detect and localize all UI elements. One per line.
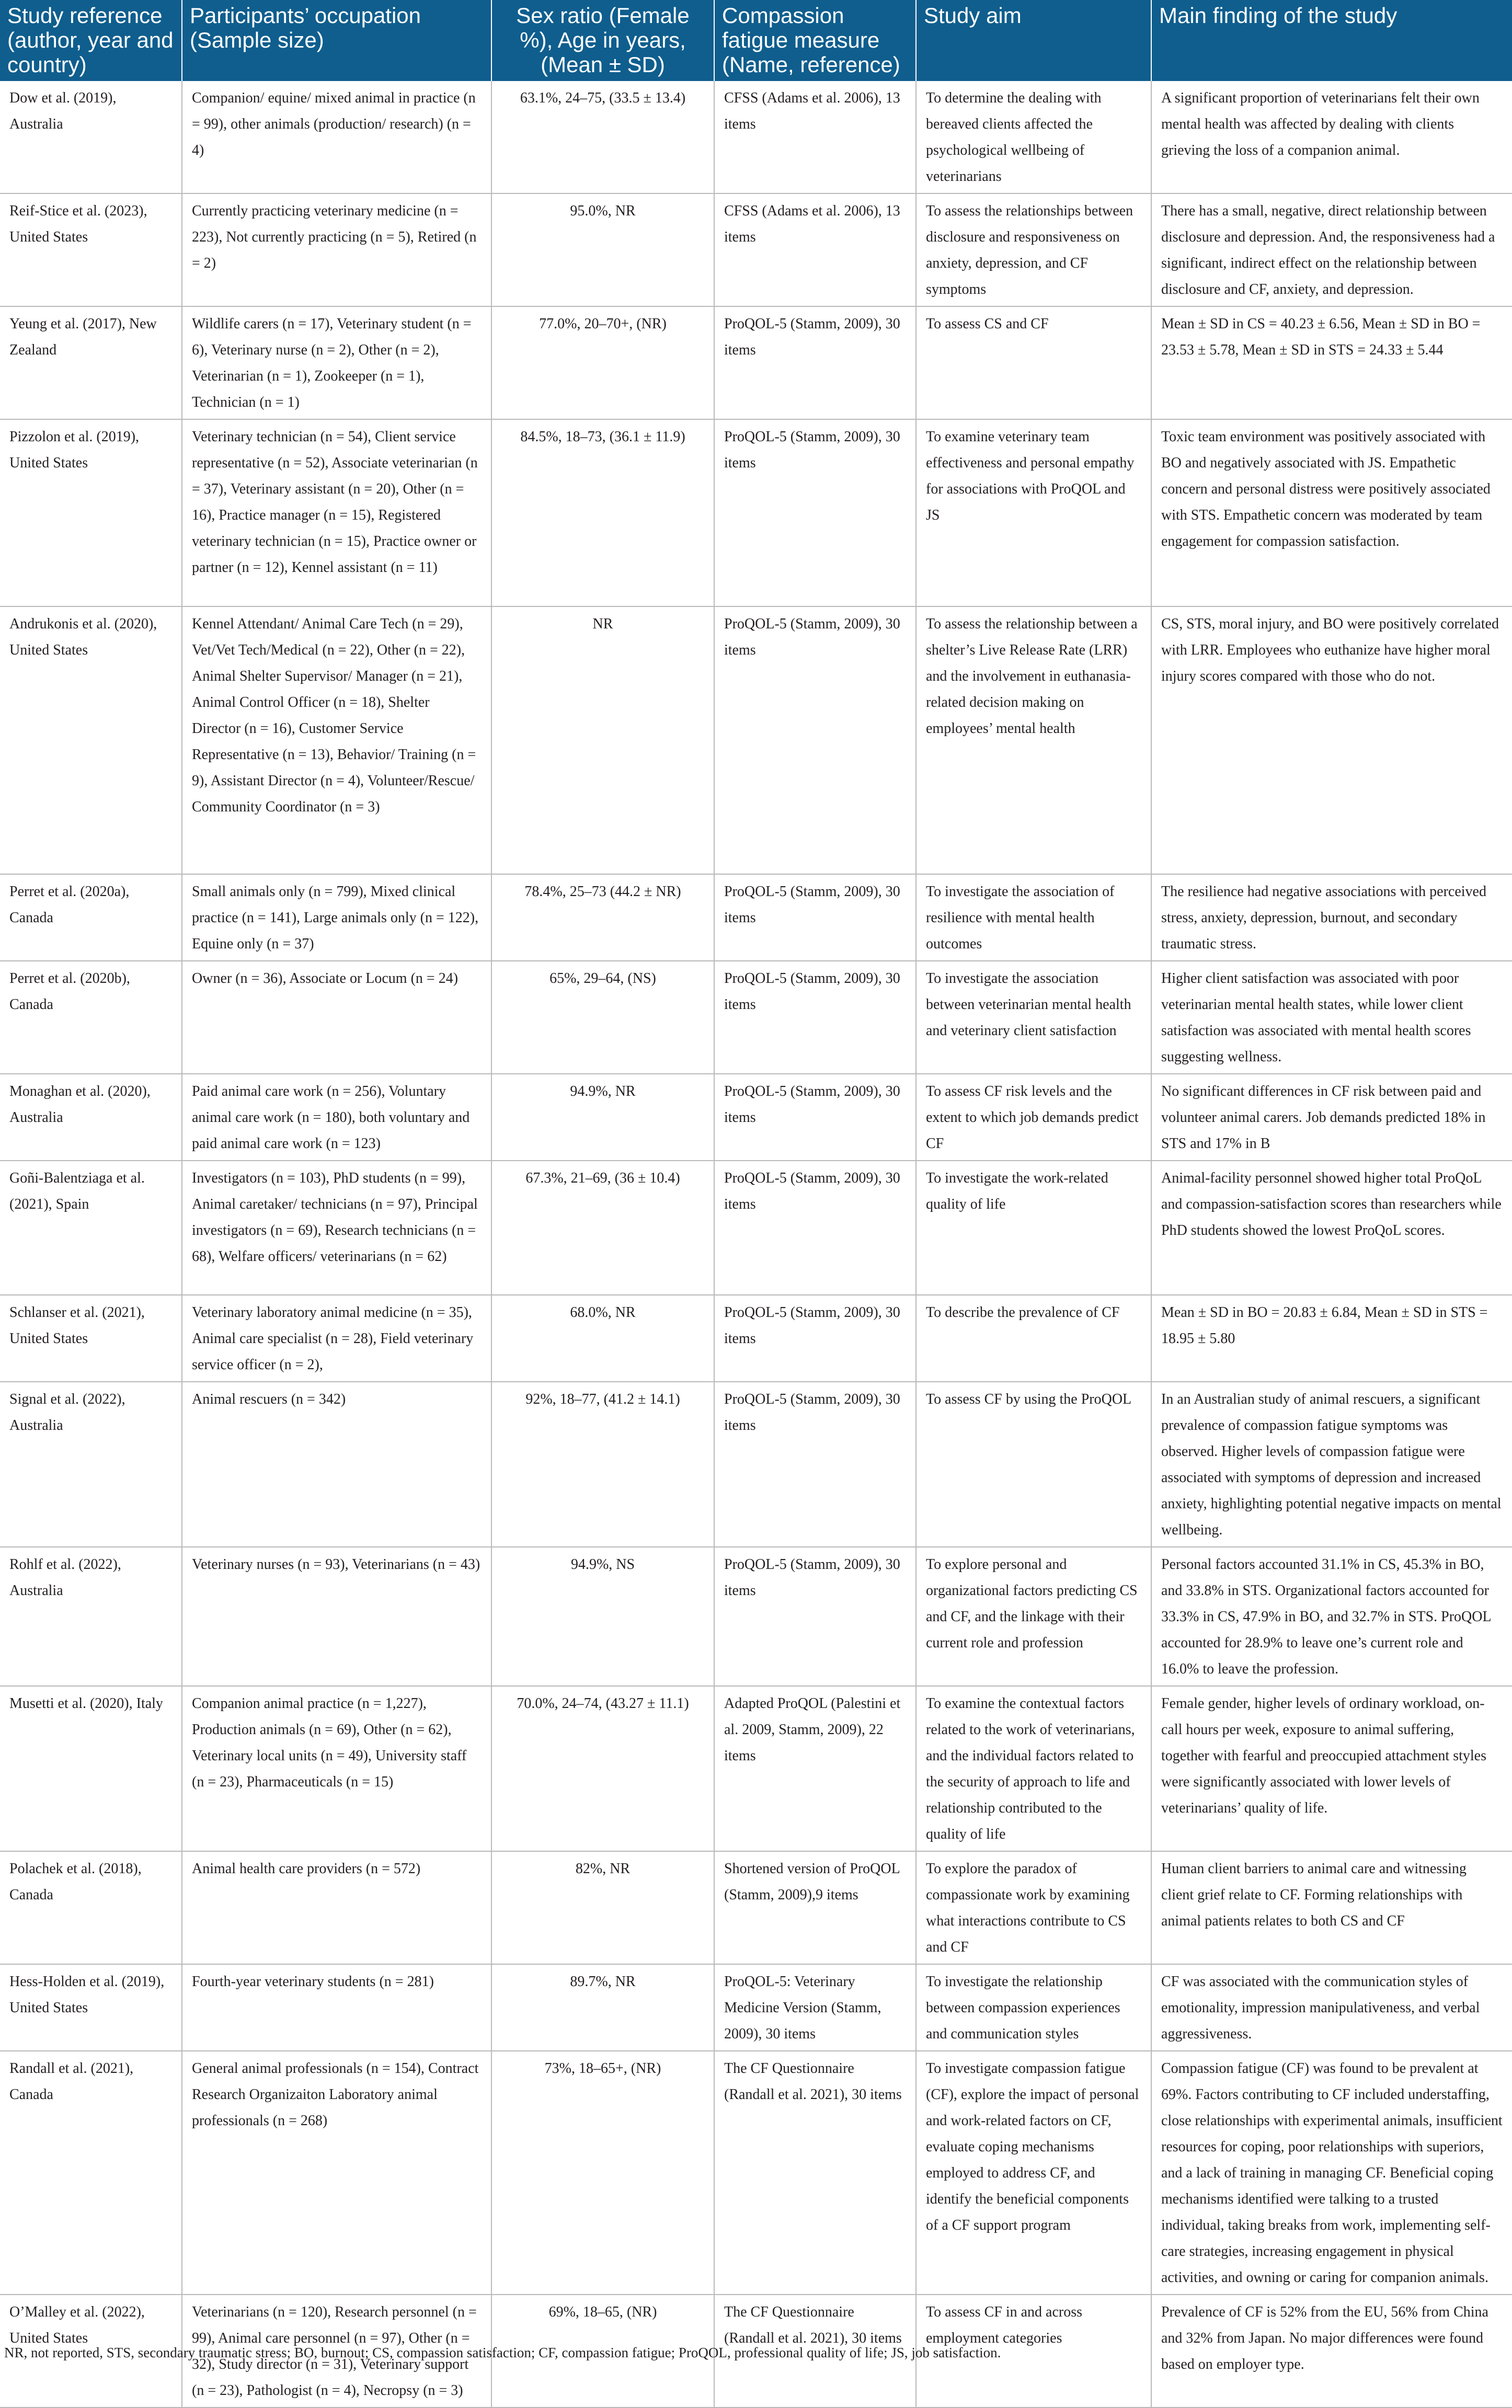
cell-participants: Fourth-year veterinary students (n = 281) xyxy=(182,1964,491,2051)
table-row xyxy=(0,1074,1512,1161)
cell-participants: General animal professionals (n = 154), Contract Research Organizaiton Laboratory animal professionals (n = 268) xyxy=(182,2051,491,2295)
cell-sex-age: 69%, 18–65, (NR) xyxy=(491,2295,714,2407)
cell-aim: To assess the relationship between a shelter’s Live Release Rate (LRR) and the involvement in euthanasia-related decision making on employees’ mental health xyxy=(916,606,1151,874)
cell-measure: ProQOL-5 (Stamm, 2009), 30 items xyxy=(714,1161,916,1295)
cell-finding: The resilience had negative associations with perceived stress, anxiety, depression, burnout, and secondary traumatic stress. xyxy=(1151,874,1512,961)
cell-aim: To examine the contextual factors related to the work of veterinarians, and the individual factors related to the security of approach to life and relationship contributed to the quality of life xyxy=(916,1686,1151,1851)
cell-finding: Compassion fatigue (CF) was found to be prevalent at 69%. Factors contributing to CF included understaffing, close relationships with experimental animals, insufficient resources for coping, poor relationships with superiors, and a lack of training in managing CF. Beneficial coping mechanisms identified were talking to a trusted individual, taking breaks from work, implementing self-care strategies, increasing engagement in physical activities, and owning or caring for companion animals. xyxy=(1151,2051,1512,2295)
cell-sex-age: 84.5%, 18–73, (36.1 ± 11.9) xyxy=(491,419,714,606)
cell-aim: To investigate the relationship between compassion experiences and communication styles xyxy=(916,1964,1151,2051)
cell-finding: Mean ± SD in BO = 20.83 ± 6.84, Mean ± SD in STS = 18.95 ± 5.80 xyxy=(1151,1295,1512,1382)
cell-sex-age: 92%, 18–77, (41.2 ± 14.1) xyxy=(491,1382,714,1547)
cell-participants: Veterinarians (n = 120), Research personnel (n = 99), Animal care personnel (n = 97), Other (n = 32), Study director (n = 31), Veterinary support (n = 23), Pathologist (n = 4), Necropsy (n = 3) xyxy=(182,2295,491,2407)
cell-reference: Musetti et al. (2020), Italy xyxy=(0,1686,182,1851)
cell-reference: Monaghan et al. (2020), Australia xyxy=(0,1074,182,1161)
cell-aim: To investigate the work-related quality of life xyxy=(916,1161,1151,1295)
cell-participants: Investigators (n = 103), PhD students (n = 99), Animal caretaker/ technicians (n = 97), Principal investigators (n = 69), Research technicians (n = 68), Welfare officers/ veterinarians (n = 62) xyxy=(182,1161,491,1295)
cell-aim: To investigate the association between veterinarian mental health and veterinary client satisfaction xyxy=(916,961,1151,1074)
cell-aim: To assess CS and CF xyxy=(916,306,1151,419)
cell-aim: To assess CF risk levels and the extent to which job demands predict CF xyxy=(916,1074,1151,1161)
cell-finding: In an Australian study of animal rescuers, a significant prevalence of compassion fatigue symptoms was observed. Higher levels of compassion fatigue were associated with symptoms of depression and increased anxiety, highlighting potential negative impacts on mental wellbeing. xyxy=(1151,1382,1512,1547)
cell-aim: To assess the relationships between disclosure and responsiveness on anxiety, depression, and CF symptoms xyxy=(916,193,1151,306)
cell-finding: CF was associated with the communication styles of emotionality, impression manipulativeness, and verbal aggressiveness. xyxy=(1151,1964,1512,2051)
cell-reference: Andrukonis et al. (2020), United States xyxy=(0,606,182,874)
header-measure: Compassion fatigue measure (Name, reference) xyxy=(714,0,916,81)
cell-reference: Goñi-Balentziaga et al. (2021), Spain xyxy=(0,1161,182,1295)
cell-measure: ProQOL-5 (Stamm, 2009), 30 items xyxy=(714,1382,916,1547)
cell-reference: Polachek et al. (2018), Canada xyxy=(0,1851,182,1964)
cell-aim: To assess CF by using the ProQOL xyxy=(916,1382,1151,1547)
cell-aim: To determine the dealing with bereaved clients affected the psychological wellbeing of veterinarians xyxy=(916,81,1151,193)
cell-finding: Animal-facility personnel showed higher total ProQoL and compassion-satisfaction scores than researchers while PhD students showed the lowest ProQoL scores. xyxy=(1151,1161,1512,1295)
cell-measure: Shortened version of ProQOL (Stamm, 2009),9 items xyxy=(714,1851,916,1964)
cell-participants: Currently practicing veterinary medicine (n = 223), Not currently practicing (n = 5), Retired (n = 2) xyxy=(182,193,491,306)
cell-participants: Veterinary laboratory animal medicine (n = 35), Animal care specialist (n = 28), Field veterinary service officer (n = 2), xyxy=(182,1295,491,1382)
cell-finding: Mean ± SD in CS = 40.23 ± 6.56, Mean ± SD in BO = 23.53 ± 5.78, Mean ± SD in STS = 24.33 ± 5.44 xyxy=(1151,306,1512,419)
header-row xyxy=(0,0,1512,81)
cell-participants: Kennel Attendant/ Animal Care Tech (n = 29), Vet/Vet Tech/Medical (n = 22), Other (n = 22), Animal Shelter Supervisor/ Manager (n = 21), Animal Control Officer (n = 18), Shelter Director (n = 16), Customer Service Representative (n = 13), Behavior/ Training (n = 9), Assistant Director (n = 4), Volunteer/Rescue/ Community Coordinator (n = 3) xyxy=(182,606,491,874)
cell-sex-age: 78.4%, 25–73 (44.2 ± NR) xyxy=(491,874,714,961)
table-row xyxy=(0,306,1512,419)
cell-measure: Adapted ProQOL (Palestini et al. 2009, Stamm, 2009), 22 items xyxy=(714,1686,916,1851)
cell-finding: Human client barriers to animal care and witnessing client grief relate to CF. Forming relationships with animal patients relates to both CS and CF xyxy=(1151,1851,1512,1964)
cell-reference: Schlanser et al. (2021), United States xyxy=(0,1295,182,1382)
cell-finding: No significant differences in CF risk between paid and volunteer animal carers. Job demands predicted 18% in STS and 17% in B xyxy=(1151,1074,1512,1161)
cell-measure: ProQOL-5 (Stamm, 2009), 30 items xyxy=(714,874,916,961)
cell-reference: Hess-Holden et al. (2019), United States xyxy=(0,1964,182,2051)
cell-measure: CFSS (Adams et al. 2006), 13 items xyxy=(714,193,916,306)
cell-measure: ProQOL-5 (Stamm, 2009), 30 items xyxy=(714,306,916,419)
cell-aim: To examine veterinary team effectiveness and personal empathy for associations with ProQOL and JS xyxy=(916,419,1151,606)
cell-reference: Signal et al. (2022), Australia xyxy=(0,1382,182,1547)
cell-measure: The CF Questionnaire (Randall et al. 2021), 30 items xyxy=(714,2295,916,2407)
cell-sex-age: 89.7%, NR xyxy=(491,1964,714,2051)
cell-measure: ProQOL-5 (Stamm, 2009), 30 items xyxy=(714,961,916,1074)
table-row xyxy=(0,1547,1512,1686)
cell-sex-age: 70.0%, 24–74, (43.27 ± 11.1) xyxy=(491,1686,714,1851)
cell-sex-age: 82%, NR xyxy=(491,1851,714,1964)
cell-aim: To investigate compassion fatigue (CF), explore the impact of personal and work-related factors on CF, evaluate coping mechanisms employed to address CF, and identify the beneficial components of a CF support program xyxy=(916,2051,1151,2295)
header-participants: Participants’ occupation (Sample size) xyxy=(182,0,491,81)
cell-reference: O’Malley et al. (2022), United States xyxy=(0,2295,182,2407)
cell-reference: Reif-Stice et al. (2023), United States xyxy=(0,193,182,306)
cell-participants: Companion/ equine/ mixed animal in practice (n = 99), other animals (production/ research) (n = 4) xyxy=(182,81,491,193)
table-row xyxy=(0,1295,1512,1382)
cell-participants: Owner (n = 36), Associate or Locum (n = 24) xyxy=(182,961,491,1074)
table-row xyxy=(0,874,1512,961)
cell-measure: ProQOL-5 (Stamm, 2009), 30 items xyxy=(714,606,916,874)
cell-participants: Animal health care providers (n = 572) xyxy=(182,1851,491,1964)
cell-sex-age: 95.0%, NR xyxy=(491,193,714,306)
cell-measure: ProQOL-5 (Stamm, 2009), 30 items xyxy=(714,419,916,606)
cell-reference: Yeung et al. (2017), New Zealand xyxy=(0,306,182,419)
cell-reference: Perret et al. (2020b), Canada xyxy=(0,961,182,1074)
cell-measure: ProQOL-5 (Stamm, 2009), 30 items xyxy=(714,1295,916,1382)
cell-aim: To explore personal and organizational factors predicting CS and CF, and the linkage with their current role and profession xyxy=(916,1547,1151,1686)
cell-reference: Rohlf et al. (2022), Australia xyxy=(0,1547,182,1686)
cell-sex-age: 65%, 29–64, (NS) xyxy=(491,961,714,1074)
cell-participants: Animal rescuers (n = 342) xyxy=(182,1382,491,1547)
cell-finding: Toxic team environment was positively associated with BO and negatively associated with JS. Empathetic concern and personal distress were positively associated with STS. Empathetic concern was moderated by team engagement for compassion satisfaction. xyxy=(1151,419,1512,606)
cell-measure: ProQOL-5 (Stamm, 2009), 30 items xyxy=(714,1547,916,1686)
cell-reference: Perret et al. (2020a), Canada xyxy=(0,874,182,961)
cell-sex-age: 63.1%, 24–75, (33.5 ± 13.4) xyxy=(491,81,714,193)
table-row xyxy=(0,606,1512,874)
cell-finding: Prevalence of CF is 52% from the EU, 56% from China and 32% from Japan. No major differences were found based on employer type. xyxy=(1151,2295,1512,2407)
table-row xyxy=(0,1851,1512,1964)
header-aim: Study aim xyxy=(916,0,1151,81)
cell-sex-age: 68.0%, NR xyxy=(491,1295,714,1382)
cell-participants: Companion animal practice (n = 1,227), Production animals (n = 69), Other (n = 62), Veterinary local units (n = 49), University staff (n = 23), Pharmaceuticals (n = 15) xyxy=(182,1686,491,1851)
table-row xyxy=(0,2051,1512,2295)
cell-participants: Veterinary technician (n = 54), Client service representative (n = 52), Associate veterinarian (n = 37), Veterinary assistant (n = 20), Other (n = 16), Practice manager (n = 15), Registered veterinary technician (n = 15), Practice owner or partner (n = 12), Kennel assistant (n = 11) xyxy=(182,419,491,606)
cell-sex-age: 94.9%, NR xyxy=(491,1074,714,1161)
table-row xyxy=(0,419,1512,606)
cell-aim: To investigate the association of resilience with mental health outcomes xyxy=(916,874,1151,961)
table-row xyxy=(0,193,1512,306)
table-row xyxy=(0,961,1512,1074)
cell-finding: Higher client satisfaction was associated with poor veterinarian mental health states, while lower client satisfaction was associated with mental health scores suggesting wellness. xyxy=(1151,961,1512,1074)
cell-reference: Pizzolon et al. (2019), United States xyxy=(0,419,182,606)
cell-finding: Personal factors accounted 31.1% in CS, 45.3% in BO, and 33.8% in STS. Organizational factors accounted for 33.3% in CS, 47.9% in BO, and 32.7% in STS. ProQOL accounted for 28.9% to leave one’s current role and 16.0% to leave the profession. xyxy=(1151,1547,1512,1686)
cell-aim: To explore the paradox of compassionate work by examining what interactions contribute to CS and CF xyxy=(916,1851,1151,1964)
cell-participants: Veterinary nurses (n = 93), Veterinarians (n = 43) xyxy=(182,1547,491,1686)
cell-participants: Small animals only (n = 799), Mixed clinical practice (n = 141), Large animals only (n = 122), Equine only (n = 37) xyxy=(182,874,491,961)
header-finding: Main finding of the study xyxy=(1151,0,1512,81)
cell-measure: CFSS (Adams et al. 2006), 13 items xyxy=(714,81,916,193)
cell-sex-age: NR xyxy=(491,606,714,874)
table-row xyxy=(0,81,1512,193)
table-row xyxy=(0,1964,1512,2051)
cell-finding: Female gender, higher levels of ordinary workload, on-call hours per week, exposure to animal suffering, together with fearful and preoccupied attachment styles were significantly associated with lower levels of veterinarians’ quality of life. xyxy=(1151,1686,1512,1851)
cell-sex-age: 77.0%, 20–70+, (NR) xyxy=(491,306,714,419)
cell-sex-age: 73%, 18–65+, (NR) xyxy=(491,2051,714,2295)
header-sex-age: Sex ratio (Female %), Age in years, (Mean ± SD) xyxy=(491,0,714,81)
table-row xyxy=(0,1686,1512,1851)
cell-finding: A significant proportion of veterinarians felt their own mental health was affected by dealing with clients grieving the loss of a companion animal. xyxy=(1151,81,1512,193)
cell-participants: Paid animal care work (n = 256), Voluntary animal care work (n = 180), both voluntary and paid animal care work (n = 123) xyxy=(182,1074,491,1161)
table-row xyxy=(0,1161,1512,1295)
cell-sex-age: 94.9%, NS xyxy=(491,1547,714,1686)
cell-sex-age: 67.3%, 21–69, (36 ± 10.4) xyxy=(491,1161,714,1295)
cell-participants: Wildlife carers (n = 17), Veterinary student (n = 6), Veterinary nurse (n = 2), Other (n = 2), Veterinarian (n = 1), Zookeeper (n = 1), Technician (n = 1) xyxy=(182,306,491,419)
cell-finding: There has a small, negative, direct relationship between disclosure and depression. And, the responsiveness had a significant, indirect effect on the relationship between disclosure and CF, anxiety, and depression. xyxy=(1151,193,1512,306)
cell-aim: To assess CF in and across employment categories xyxy=(916,2295,1151,2407)
cell-measure: ProQOL-5 (Stamm, 2009), 30 items xyxy=(714,1074,916,1161)
table-row xyxy=(0,1382,1512,1547)
cell-aim: To describe the prevalence of CF xyxy=(916,1295,1151,1382)
cell-reference: Dow et al. (2019), Australia xyxy=(0,81,182,193)
cell-measure: The CF Questionnaire (Randall et al. 2021), 30 items xyxy=(714,2051,916,2295)
header-reference: Study reference (author, year and country) xyxy=(0,0,182,81)
cell-reference: Randall et al. (2021), Canada xyxy=(0,2051,182,2295)
cell-finding: CS, STS, moral injury, and BO were positively correlated with LRR. Employees who euthanize have higher moral injury scores compared with those who do not. xyxy=(1151,606,1512,874)
table-footnote: NR, not reported, STS, secondary traumatic stress; BO, burnout; CS, compassion satisfaction; CF, compassion fatigue; ProQOL, professional quality of life; JS, job satisfaction. xyxy=(4,2345,1001,2360)
table-body xyxy=(0,81,1512,2407)
cell-measure: ProQOL-5: Veterinary Medicine Version (Stamm, 2009), 30 items xyxy=(714,1964,916,2051)
